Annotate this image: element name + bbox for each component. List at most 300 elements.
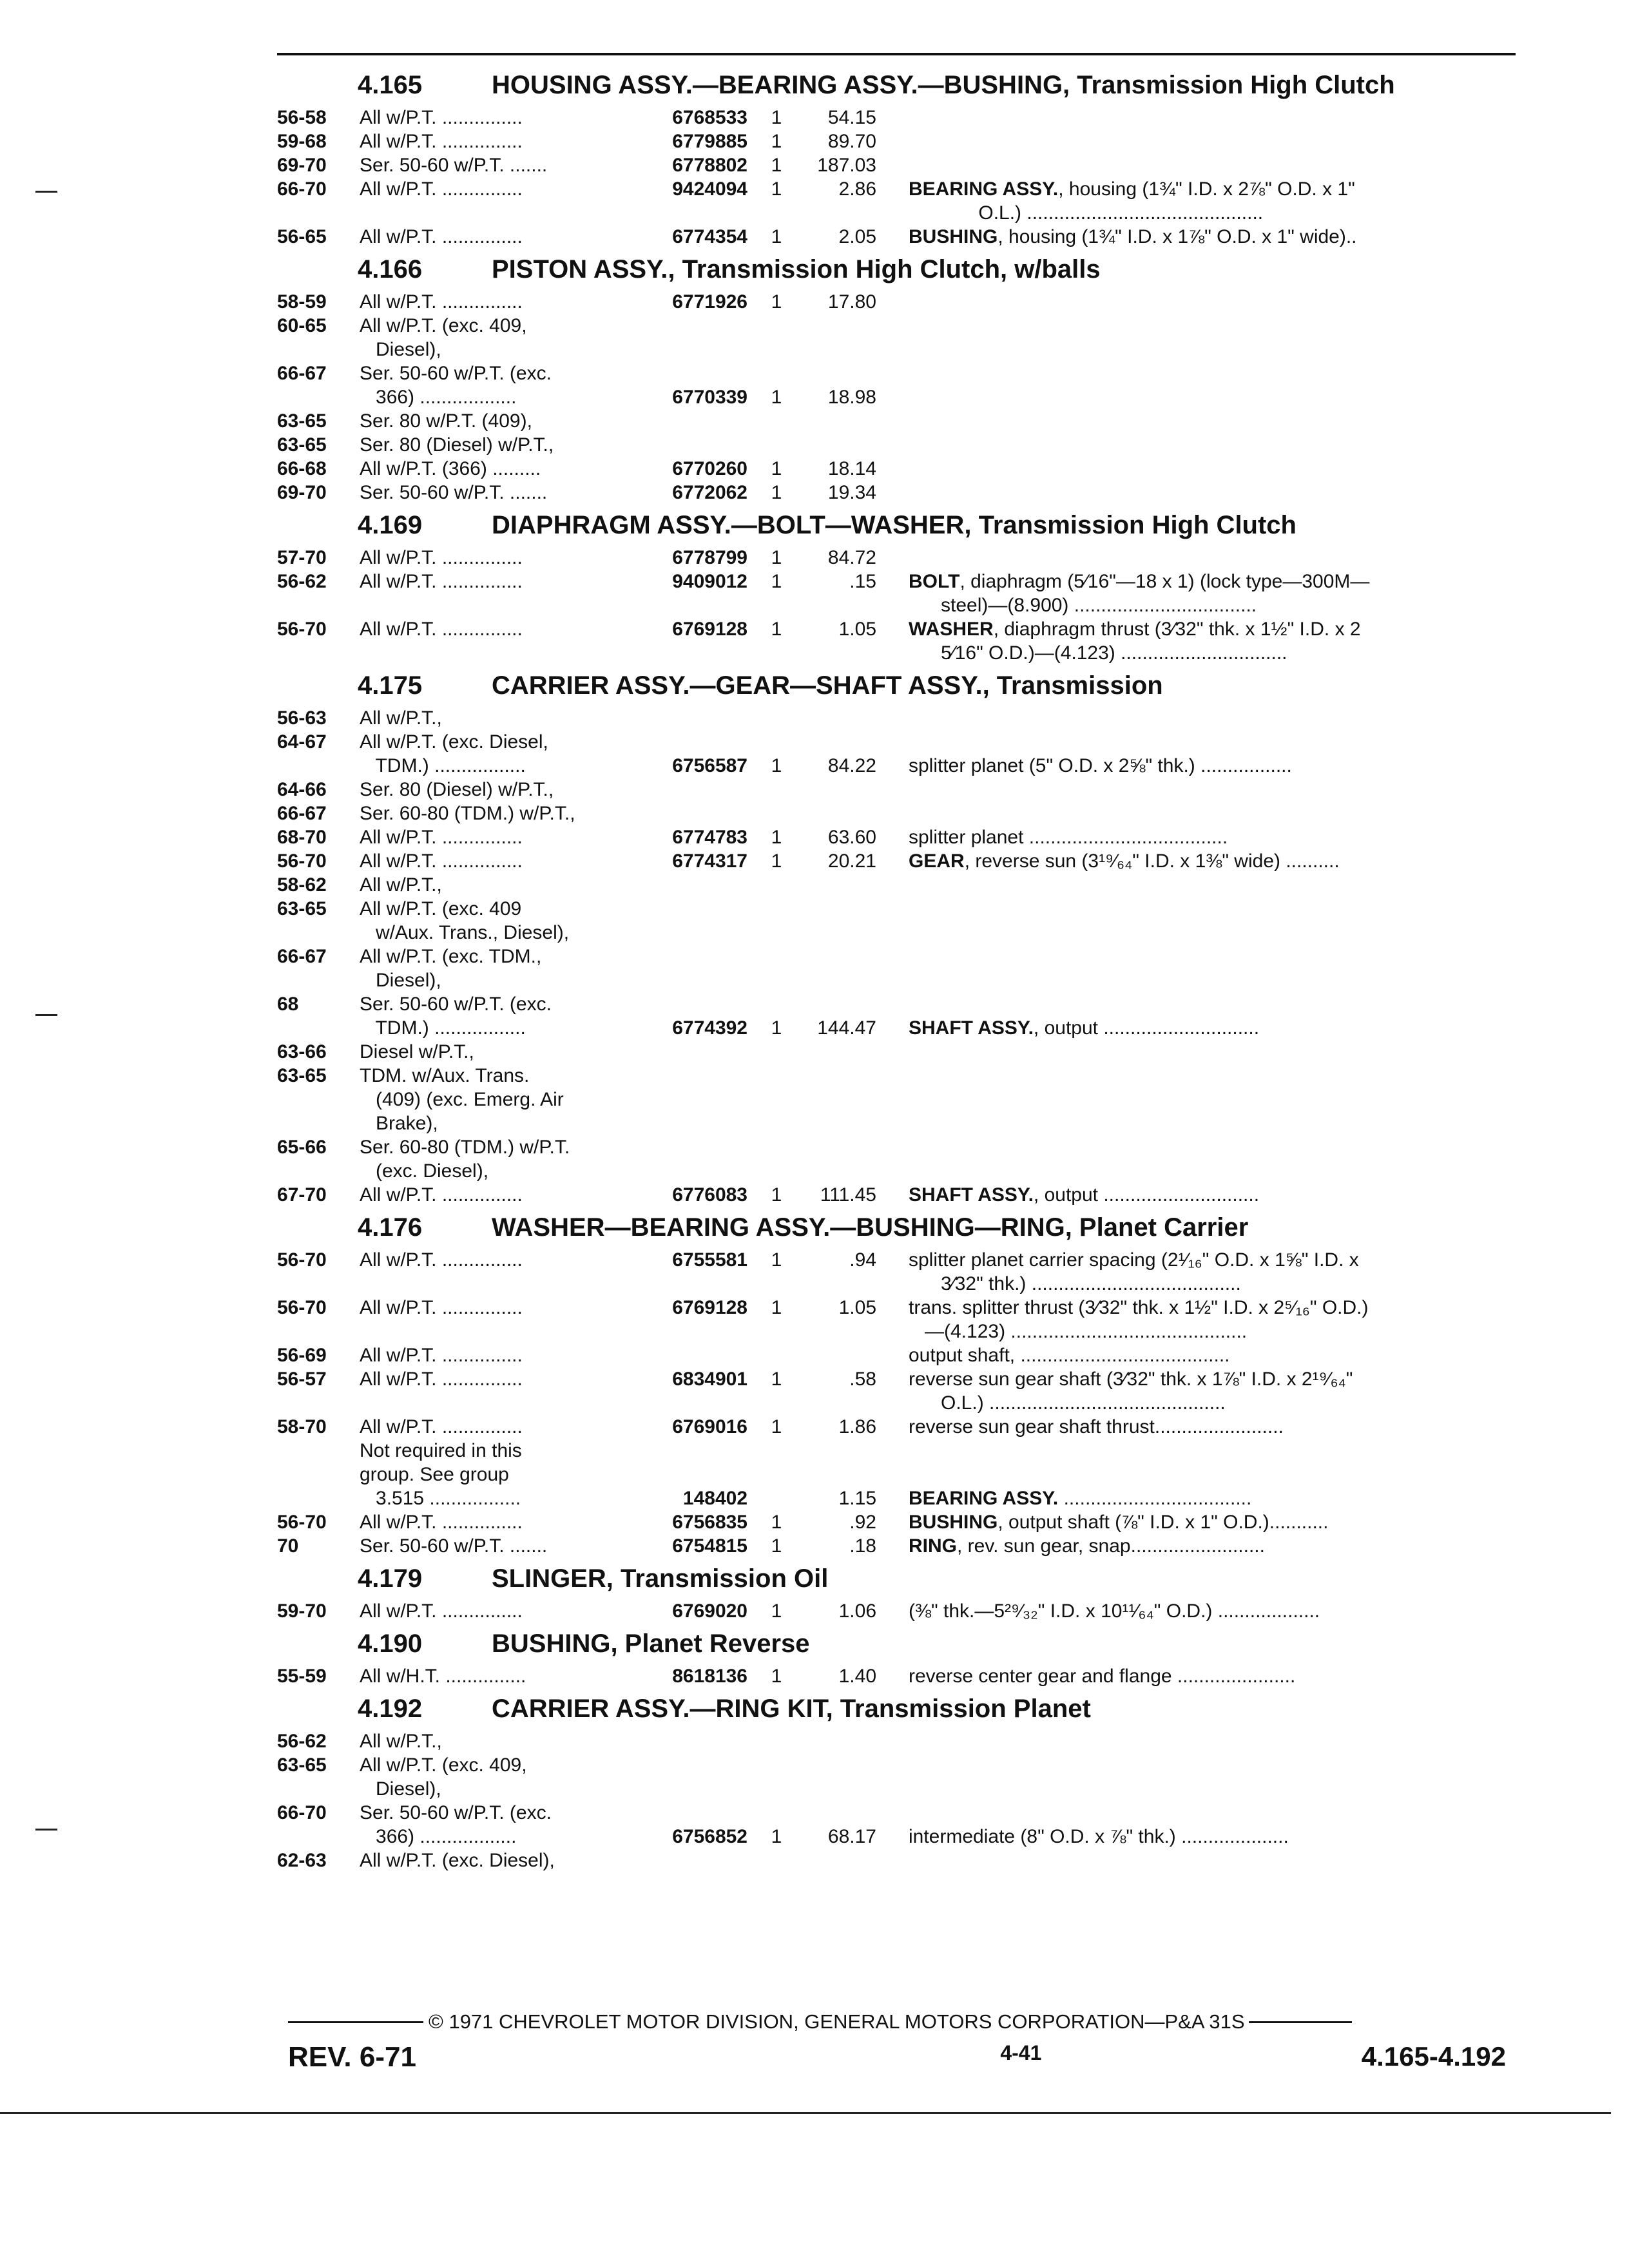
part-number <box>638 1463 747 1486</box>
model-years: 58-70 <box>277 1416 327 1437</box>
model-years: 58-59 <box>277 291 327 312</box>
application: Brake), <box>360 1113 438 1134</box>
part-number <box>638 1159 747 1183</box>
section-title: CARRIER ASSY.—RING KIT, Transmission Planet <box>492 1694 1091 1723</box>
part-number: 6769020 <box>672 1600 747 1622</box>
application: Not required in this <box>360 1440 522 1461</box>
description: BUSHING, output shaft (⅞" I.D. x 1" O.D.)........... <box>909 1512 1329 1533</box>
model-years: 63-65 <box>277 410 327 432</box>
part-number: 6774354 <box>672 226 747 247</box>
parts-row <box>277 1367 1516 1391</box>
price: 1.05 <box>838 619 876 640</box>
quantity <box>747 409 805 433</box>
parts-row <box>277 338 1516 361</box>
part-number <box>638 1088 747 1111</box>
model-years: 57-70 <box>277 547 327 568</box>
quantity <box>747 1064 805 1088</box>
model-years <box>277 1159 360 1183</box>
parts-row <box>277 1825 1516 1849</box>
price: 68.17 <box>827 1826 876 1847</box>
part-number <box>638 1391 747 1415</box>
section-heading <box>277 249 1516 290</box>
application: Ser. 60-80 (TDM.) w/P.T., <box>360 803 575 824</box>
part-number <box>638 1753 747 1777</box>
part-number <box>638 1272 747 1296</box>
catalog-section <box>277 1688 1516 1872</box>
part-number: 6756835 <box>672 1512 747 1533</box>
quantity <box>747 593 805 617</box>
quantity <box>747 706 805 730</box>
description <box>876 1801 1547 1825</box>
parts-row <box>277 641 1516 665</box>
quantity <box>747 1159 805 1183</box>
description <box>876 706 1547 730</box>
model-years <box>277 385 360 409</box>
description: splitter planet carrier spacing (2¹⁄₁₆" O.D. x 1⅝" I.D. x <box>909 1249 1359 1271</box>
page-number: 4-41 <box>1000 2041 1042 2064</box>
quantity <box>747 1088 805 1111</box>
application <box>360 641 638 665</box>
margin-mark <box>35 1829 57 1831</box>
quantity: 1 <box>771 1666 782 1687</box>
part-number <box>638 1439 747 1463</box>
quantity <box>747 921 805 945</box>
application: All w/P.T., <box>360 874 442 896</box>
part-number <box>638 1801 747 1825</box>
part-number <box>638 706 747 730</box>
parts-row <box>277 361 1516 385</box>
quantity: 1 <box>771 1600 782 1622</box>
description <box>876 1135 1547 1159</box>
part-number: 6778799 <box>672 547 747 568</box>
parts-row <box>277 802 1516 825</box>
copyright-line <box>288 2010 1512 2033</box>
application <box>360 1391 638 1415</box>
parts-row <box>277 754 1516 778</box>
application: All w/P.T., <box>360 707 442 729</box>
application: All w/P.T. ............... <box>360 291 523 312</box>
price <box>805 992 876 1016</box>
application: All w/P.T. ............... <box>360 1416 523 1437</box>
parts-row <box>277 1729 1516 1753</box>
application: Diesel), <box>360 970 441 991</box>
parts-row <box>277 1510 1516 1534</box>
price <box>805 968 876 992</box>
description <box>876 385 1547 409</box>
parts-row <box>277 897 1516 921</box>
model-years <box>277 1486 360 1510</box>
application: TDM.) ................. <box>360 755 526 776</box>
description <box>876 1463 1547 1486</box>
part-number <box>638 1111 747 1135</box>
quantity: 1 <box>771 226 782 247</box>
model-years: 56-70 <box>277 850 327 872</box>
price <box>805 1801 876 1825</box>
application <box>360 593 638 617</box>
section-number: 4.165 <box>358 70 423 99</box>
catalog-section <box>277 1207 1516 1558</box>
description: O.L.) ............................................ <box>909 202 1264 224</box>
price <box>805 921 876 945</box>
part-number: 6769128 <box>672 1297 747 1318</box>
description <box>876 921 1547 945</box>
model-years <box>277 754 360 778</box>
parts-row <box>277 1183 1516 1207</box>
price <box>805 1064 876 1088</box>
quantity: 1 <box>771 1535 782 1557</box>
application: All w/P.T. (exc. 409, <box>360 315 527 336</box>
quantity <box>747 1272 805 1296</box>
quantity <box>747 1801 805 1825</box>
model-years: 56-63 <box>277 707 327 729</box>
description <box>876 730 1547 754</box>
price <box>805 1135 876 1159</box>
model-years: 56-57 <box>277 1369 327 1390</box>
application: All w/P.T. ............... <box>360 1512 523 1533</box>
copyright-rule-right <box>1249 2021 1352 2023</box>
price <box>805 314 876 338</box>
description: reverse sun gear shaft (3⁄32" thk. x 1⅞" I.D. x 2¹⁹⁄₆₄" <box>909 1369 1353 1390</box>
application: All w/P.T. ............... <box>360 547 523 568</box>
parts-row <box>277 290 1516 314</box>
part-number: 6770339 <box>672 387 747 408</box>
description: BUSHING, housing (1¾" I.D. x 1⅞" O.D. x 1" wide).. <box>909 226 1357 247</box>
price: 18.98 <box>827 387 876 408</box>
model-years: 63-65 <box>277 434 327 456</box>
price <box>805 641 876 665</box>
description: O.L.) ............................................ <box>909 1392 1226 1414</box>
quantity: 1 <box>771 1184 782 1206</box>
parts-row <box>277 385 1516 409</box>
application: All w/P.T. ............... <box>360 107 523 128</box>
description <box>876 546 1547 570</box>
parts-row <box>277 1391 1516 1415</box>
application: All w/P.T. ............... <box>360 131 523 152</box>
section-number: 4.169 <box>358 510 423 539</box>
parts-row <box>277 570 1516 593</box>
parts-row <box>277 1159 1516 1183</box>
parts-row <box>277 921 1516 945</box>
section-heading <box>277 1558 1516 1599</box>
application: Diesel), <box>360 339 441 360</box>
parts-row <box>277 1664 1516 1688</box>
part-number: 6774783 <box>672 827 747 848</box>
model-years: 56-70 <box>277 1249 327 1271</box>
part-number: 8618136 <box>672 1666 747 1687</box>
price: .94 <box>849 1249 876 1271</box>
parts-row <box>277 433 1516 457</box>
application: w/Aux. Trans., Diesel), <box>360 922 570 943</box>
model-years: 56-70 <box>277 1297 327 1318</box>
application: All w/P.T. ............... <box>360 1184 523 1206</box>
quantity: 1 <box>771 1017 782 1039</box>
quantity <box>747 433 805 457</box>
part-number <box>638 1040 747 1064</box>
quantity: 1 <box>771 1297 782 1318</box>
application: All w/P.T. ............... <box>360 1297 523 1318</box>
page-footer <box>288 2041 1512 2073</box>
quantity: 1 <box>771 155 782 176</box>
parts-row <box>277 617 1516 641</box>
quantity <box>747 778 805 802</box>
part-number: 6768533 <box>672 107 747 128</box>
parts-row <box>277 546 1516 570</box>
part-number <box>638 1343 747 1367</box>
price <box>805 1272 876 1296</box>
model-years: 66-68 <box>277 458 327 479</box>
quantity <box>747 1463 805 1486</box>
part-number <box>638 897 747 921</box>
model-years <box>277 1016 360 1040</box>
price: 1.86 <box>838 1416 876 1437</box>
quantity <box>747 641 805 665</box>
price <box>805 730 876 754</box>
part-number <box>638 921 747 945</box>
model-years <box>277 338 360 361</box>
part-number <box>638 802 747 825</box>
parts-row <box>277 1849 1516 1872</box>
parts-row <box>277 153 1516 177</box>
quantity <box>747 314 805 338</box>
catalog-section <box>277 1623 1516 1688</box>
section-heading <box>277 1207 1516 1248</box>
section-heading <box>277 1688 1516 1729</box>
description <box>876 433 1547 457</box>
model-years: 56-69 <box>277 1345 327 1366</box>
description: output shaft, ....................................... <box>909 1345 1230 1366</box>
application: 366) .................. <box>360 1826 517 1847</box>
description <box>876 1753 1547 1777</box>
catalog-section <box>277 505 1516 665</box>
parts-row <box>277 849 1516 873</box>
section-title: HOUSING ASSY.—BEARING ASSY.—BUSHING, Transmission High Clutch <box>492 70 1395 99</box>
part-number <box>638 1777 747 1801</box>
parts-row <box>277 730 1516 754</box>
price: 84.72 <box>827 547 876 568</box>
description <box>876 1729 1547 1753</box>
quantity <box>747 897 805 921</box>
model-years: 56-62 <box>277 1731 327 1752</box>
part-number: 148402 <box>682 1488 747 1509</box>
parts-row <box>277 130 1516 153</box>
part-number: 6772062 <box>672 482 747 503</box>
parts-row <box>277 481 1516 505</box>
quantity <box>747 1439 805 1463</box>
part-number <box>638 730 747 754</box>
part-number: 6774392 <box>672 1017 747 1039</box>
description: BOLT, diaphragm (5⁄16"—18 x 1) (lock type—300M— <box>909 571 1370 592</box>
description <box>876 130 1547 153</box>
model-years: 65-66 <box>277 1137 327 1158</box>
parts-row <box>277 106 1516 130</box>
model-years <box>277 1825 360 1849</box>
application: Ser. 80 (Diesel) w/P.T., <box>360 434 554 456</box>
application: All w/P.T. ............... <box>360 619 523 640</box>
application: All w/P.T. (366) ......... <box>360 458 541 479</box>
description: —(4.123) ............................................ <box>909 1321 1248 1342</box>
description <box>876 457 1547 481</box>
parts-row <box>277 825 1516 849</box>
quantity: 1 <box>771 107 782 128</box>
part-number <box>638 1849 747 1872</box>
application: Ser. 50-60 w/P.T. ....... <box>360 482 548 503</box>
parts-row <box>277 1016 1516 1040</box>
quantity: 1 <box>771 850 782 872</box>
description: reverse sun gear shaft thrust........................ <box>909 1416 1284 1437</box>
description <box>876 968 1547 992</box>
application <box>360 1320 638 1343</box>
model-years: 59-68 <box>277 131 327 152</box>
model-years <box>277 1111 360 1135</box>
model-years <box>277 1439 360 1463</box>
application: Ser. 60-80 (TDM.) w/P.T. <box>360 1137 570 1158</box>
model-years <box>277 593 360 617</box>
application: All w/P.T. ............... <box>360 1249 523 1271</box>
catalog-section <box>277 1558 1516 1623</box>
price: 144.47 <box>817 1017 876 1039</box>
parts-row <box>277 945 1516 968</box>
part-number <box>638 1064 747 1088</box>
application: All w/P.T. ............... <box>360 850 523 872</box>
description <box>876 873 1547 897</box>
description: reverse center gear and flange ...................... <box>909 1666 1296 1687</box>
application: (exc. Diesel), <box>360 1160 489 1182</box>
price <box>805 1111 876 1135</box>
quantity <box>747 873 805 897</box>
quantity: 1 <box>771 1249 782 1271</box>
section-number: 4.176 <box>358 1213 423 1242</box>
model-years: 56-58 <box>277 107 327 128</box>
section-number: 4.175 <box>358 671 423 700</box>
quantity <box>747 802 805 825</box>
quantity: 1 <box>771 1826 782 1847</box>
quantity <box>747 968 805 992</box>
price: 1.15 <box>838 1488 876 1509</box>
quantity: 1 <box>771 1369 782 1390</box>
application: TDM. w/Aux. Trans. <box>360 1065 530 1086</box>
quantity: 1 <box>771 178 782 200</box>
description: 3⁄32" thk.) ....................................... <box>909 1273 1241 1294</box>
parts-row <box>277 1296 1516 1320</box>
section-range: 4.165-4.192 <box>1361 2041 1506 2071</box>
model-years: 66-67 <box>277 803 327 824</box>
price <box>805 1391 876 1415</box>
quantity: 1 <box>771 482 782 503</box>
parts-row <box>277 593 1516 617</box>
model-years: 64-67 <box>277 731 327 753</box>
parts-row <box>277 1040 1516 1064</box>
quantity: 1 <box>771 827 782 848</box>
price <box>805 945 876 968</box>
price <box>805 802 876 825</box>
description: BEARING ASSY. ................................... <box>909 1488 1252 1509</box>
quantity <box>747 1040 805 1064</box>
description <box>876 945 1547 968</box>
quantity: 1 <box>771 571 782 592</box>
model-years: 63-65 <box>277 1065 327 1086</box>
price <box>805 201 876 225</box>
parts-row <box>277 1272 1516 1296</box>
price <box>805 778 876 802</box>
parts-row <box>277 201 1516 225</box>
model-years: 66-67 <box>277 363 327 384</box>
parts-row <box>277 1534 1516 1558</box>
top-rule <box>277 53 1516 55</box>
price: 187.03 <box>817 155 876 176</box>
parts-row <box>277 409 1516 433</box>
quantity: 1 <box>771 1416 782 1437</box>
model-years: 56-62 <box>277 571 327 592</box>
part-number <box>638 945 747 968</box>
model-years <box>277 1391 360 1415</box>
part-number: 6779885 <box>672 131 747 152</box>
application: All w/P.T. (exc. Diesel, <box>360 731 548 753</box>
application: Ser. 50-60 w/P.T. (exc. <box>360 994 552 1015</box>
part-number: 6769016 <box>672 1416 747 1437</box>
parts-row <box>277 1111 1516 1135</box>
price: 2.86 <box>838 178 876 200</box>
model-years: 64-66 <box>277 779 327 800</box>
parts-row <box>277 1343 1516 1367</box>
price <box>805 1849 876 1872</box>
description <box>876 1111 1547 1135</box>
model-years: 56-70 <box>277 619 327 640</box>
parts-row <box>277 1088 1516 1111</box>
model-years: 67-70 <box>277 1184 327 1206</box>
application: All w/P.T. (exc. TDM., <box>360 946 542 967</box>
description: GEAR, reverse sun (3¹⁹⁄₆₄" I.D. x 1⅜" wide) .......... <box>909 850 1340 872</box>
model-years: 63-65 <box>277 1754 327 1776</box>
part-number <box>638 409 747 433</box>
parts-row <box>277 177 1516 201</box>
application: (409) (exc. Emerg. Air <box>360 1089 564 1110</box>
price <box>805 1088 876 1111</box>
model-years: 58-62 <box>277 874 327 896</box>
model-years: 63-65 <box>277 898 327 919</box>
quantity <box>747 1753 805 1777</box>
model-years: 56-65 <box>277 226 327 247</box>
price <box>805 1753 876 1777</box>
parts-row <box>277 314 1516 338</box>
application: Ser. 50-60 w/P.T. (exc. <box>360 363 552 384</box>
price <box>805 873 876 897</box>
quantity <box>747 1135 805 1159</box>
quantity <box>747 945 805 968</box>
application: All w/H.T. ............... <box>360 1666 526 1687</box>
application: TDM.) ................. <box>360 1017 526 1039</box>
description <box>876 153 1547 177</box>
price: 84.22 <box>827 755 876 776</box>
price: 1.06 <box>838 1600 876 1622</box>
price <box>805 1463 876 1486</box>
application: All w/P.T. (exc. Diesel), <box>360 1850 555 1871</box>
price: 111.45 <box>820 1184 876 1206</box>
parts-row <box>277 1439 1516 1463</box>
price: .92 <box>849 1512 876 1533</box>
model-years: 63-66 <box>277 1041 327 1062</box>
part-number <box>638 641 747 665</box>
model-years: 59-70 <box>277 1600 327 1622</box>
part-number <box>638 968 747 992</box>
catalog-section <box>277 665 1516 1207</box>
application: All w/P.T. (exc. 409 <box>360 898 522 919</box>
application: All w/P.T. ............... <box>360 226 523 247</box>
part-number: 6754815 <box>672 1535 747 1557</box>
price <box>805 593 876 617</box>
margin-mark <box>35 1014 57 1016</box>
price <box>805 409 876 433</box>
section-title: SLINGER, Transmission Oil <box>492 1564 829 1593</box>
